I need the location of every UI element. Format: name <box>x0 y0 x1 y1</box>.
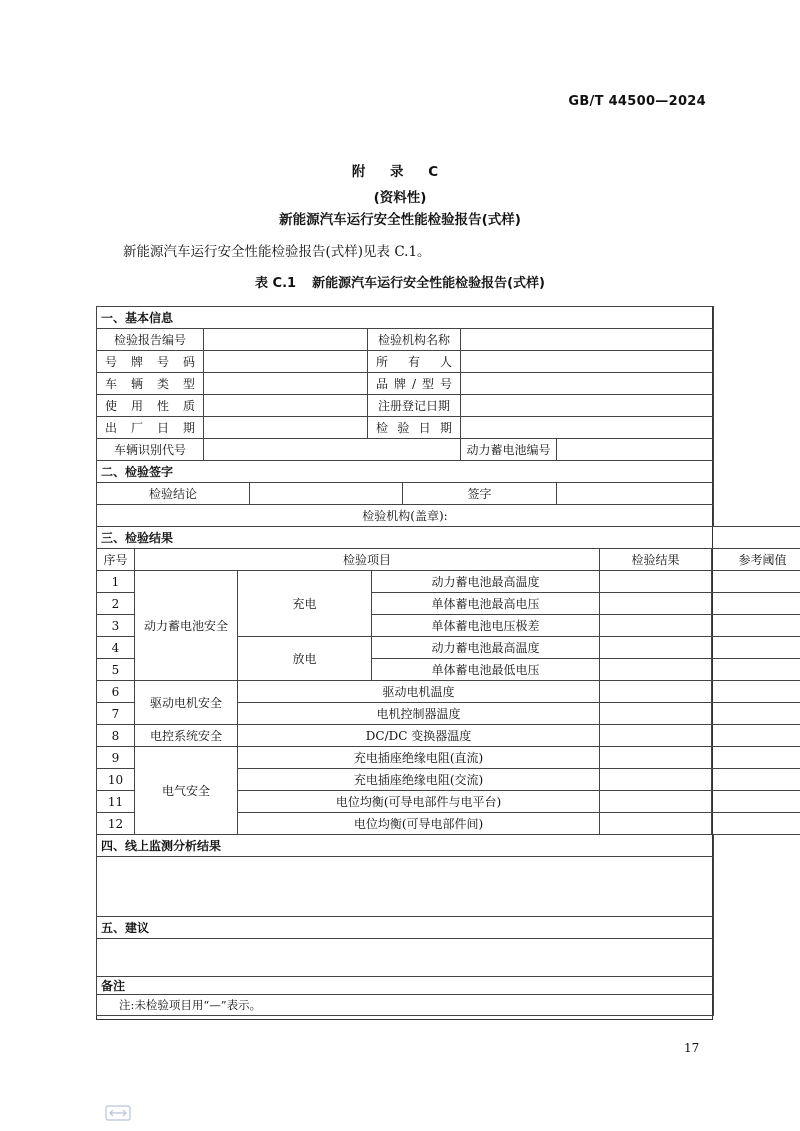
result-cell[interactable] <box>600 615 712 637</box>
item-name: 充电插座绝缘电阻(直流) <box>238 747 600 769</box>
remark-title: 备注 <box>97 977 714 995</box>
table-number: 表 C.1 <box>255 276 297 291</box>
value-production-date[interactable] <box>204 417 368 439</box>
value-agency-name[interactable] <box>461 329 714 351</box>
results-table <box>96 526 800 835</box>
ref-cell[interactable] <box>712 791 800 813</box>
header-result: 检验结果 <box>600 549 712 571</box>
signature-title: 二、检验签字 <box>97 461 714 483</box>
label-vehicle-type: 车辆类型 <box>97 373 204 395</box>
header-ref: 参考阈值 <box>712 549 800 571</box>
ref-cell[interactable] <box>712 681 800 703</box>
agency-stamp[interactable]: 检验机构(盖章): <box>97 505 714 527</box>
label-owner: 所有人 <box>368 351 461 373</box>
label-plate-no: 号牌号码 <box>97 351 204 373</box>
value-register-date[interactable] <box>461 395 714 417</box>
advice-content[interactable] <box>97 939 714 977</box>
advice-title: 五、建议 <box>97 917 714 939</box>
item-name: 电位均衡(可导电部件与电平台) <box>238 791 600 813</box>
ref-cell[interactable] <box>712 637 800 659</box>
vin-table <box>96 438 714 461</box>
item-name: 电机控制器温度 <box>238 703 600 725</box>
result-cell[interactable] <box>600 593 712 615</box>
result-cell[interactable] <box>600 725 712 747</box>
value-plate-no[interactable] <box>204 351 368 373</box>
ref-cell[interactable] <box>712 813 800 835</box>
label-register-date: 注册登记日期 <box>368 395 461 417</box>
group-ecu: 电控系统安全 <box>135 725 238 747</box>
label-usage: 使用性质 <box>97 395 204 417</box>
table-title: 新能源汽车运行安全性能检验报告(式样) <box>312 276 545 291</box>
item-name: 驱动电机温度 <box>238 681 600 703</box>
appendix-title: 附 录 C <box>351 164 449 180</box>
value-vin[interactable] <box>204 439 461 461</box>
result-cell[interactable] <box>600 703 712 725</box>
row-no: 6 <box>97 681 135 703</box>
ref-cell[interactable] <box>712 571 800 593</box>
item-name: DC/DC 变换器温度 <box>238 725 600 747</box>
label-battery-code: 动力蓄电池编号 <box>461 439 557 461</box>
value-battery-code[interactable] <box>557 439 714 461</box>
group-battery: 动力蓄电池安全 <box>135 571 238 681</box>
item-name: 单体蓄电池电压极差 <box>372 615 600 637</box>
row-no: 11 <box>97 791 135 813</box>
intro-paragraph: 新能源汽车运行安全性能检验报告(式样)见表 C.1。 <box>123 244 431 260</box>
ref-cell[interactable] <box>712 703 800 725</box>
header-no: 序号 <box>97 549 135 571</box>
value-owner[interactable] <box>461 351 714 373</box>
row-no: 10 <box>97 769 135 791</box>
row-no: 2 <box>97 593 135 615</box>
item-name: 充电插座绝缘电阻(交流) <box>238 769 600 791</box>
signature-table <box>96 460 714 527</box>
row-no: 4 <box>97 637 135 659</box>
header-item: 检验项目 <box>135 549 600 571</box>
item-name: 电位均衡(可导电部件间) <box>238 813 600 835</box>
row-no: 1 <box>97 571 135 593</box>
item-name: 动力蓄电池最高温度 <box>372 637 600 659</box>
row-no: 5 <box>97 659 135 681</box>
remark-note: 注:未检验项目用“—”表示。 <box>97 995 714 1016</box>
ref-cell[interactable] <box>712 747 800 769</box>
value-signature[interactable] <box>557 483 714 505</box>
ref-cell[interactable] <box>712 725 800 747</box>
value-inspection-date[interactable] <box>461 417 714 439</box>
publisher-logo-icon <box>105 1105 131 1121</box>
label-inspection-date: 检验日期 <box>368 417 461 439</box>
label-vin: 车辆识别代号 <box>97 439 204 461</box>
summary-table <box>96 834 714 1016</box>
table-caption <box>0 272 800 291</box>
row-no: 7 <box>97 703 135 725</box>
online-content[interactable] <box>97 857 714 917</box>
page-number: 17 <box>684 1041 700 1055</box>
value-vehicle-type[interactable] <box>204 373 368 395</box>
group-discharge: 放电 <box>238 637 372 681</box>
standard-number: GB/T 44500—2024 <box>568 94 706 109</box>
result-cell[interactable] <box>600 747 712 769</box>
label-signature: 签字 <box>403 483 557 505</box>
label-conclusion: 检验结论 <box>97 483 250 505</box>
ref-cell[interactable] <box>712 593 800 615</box>
group-charge: 充电 <box>238 571 372 637</box>
value-conclusion[interactable] <box>250 483 403 505</box>
appendix-nature: (资料性) <box>373 190 427 206</box>
online-title: 四、线上监测分析结果 <box>97 835 714 857</box>
appendix-name: 新能源汽车运行安全性能检验报告(式样) <box>279 212 521 228</box>
results-title: 三、检验结果 <box>97 527 800 549</box>
label-agency-name: 检验机构名称 <box>368 329 461 351</box>
row-no: 12 <box>97 813 135 835</box>
row-no: 3 <box>97 615 135 637</box>
item-name: 单体蓄电池最低电压 <box>372 659 600 681</box>
value-report-no[interactable] <box>204 329 368 351</box>
value-brand-model[interactable] <box>461 373 714 395</box>
result-cell[interactable] <box>600 681 712 703</box>
result-cell[interactable] <box>600 571 712 593</box>
result-cell[interactable] <box>600 813 712 835</box>
label-production-date: 出厂日期 <box>97 417 204 439</box>
row-no: 9 <box>97 747 135 769</box>
basic-info-title: 一、基本信息 <box>97 307 714 329</box>
result-cell[interactable] <box>600 659 712 681</box>
item-name: 动力蓄电池最高温度 <box>372 571 600 593</box>
group-motor: 驱动电机安全 <box>135 681 238 725</box>
result-cell[interactable] <box>600 769 712 791</box>
ref-cell[interactable] <box>712 615 800 637</box>
basic-info-table <box>96 306 714 439</box>
group-electric: 电气安全 <box>135 747 238 835</box>
label-brand-model: 品牌/型号 <box>368 373 461 395</box>
label-report-no: 检验报告编号 <box>97 329 204 351</box>
row-no: 8 <box>97 725 135 747</box>
ref-cell[interactable] <box>712 659 800 681</box>
value-usage[interactable] <box>204 395 368 417</box>
ref-cell[interactable] <box>712 769 800 791</box>
result-cell[interactable] <box>600 637 712 659</box>
result-cell[interactable] <box>600 791 712 813</box>
item-name: 单体蓄电池最高电压 <box>372 593 600 615</box>
